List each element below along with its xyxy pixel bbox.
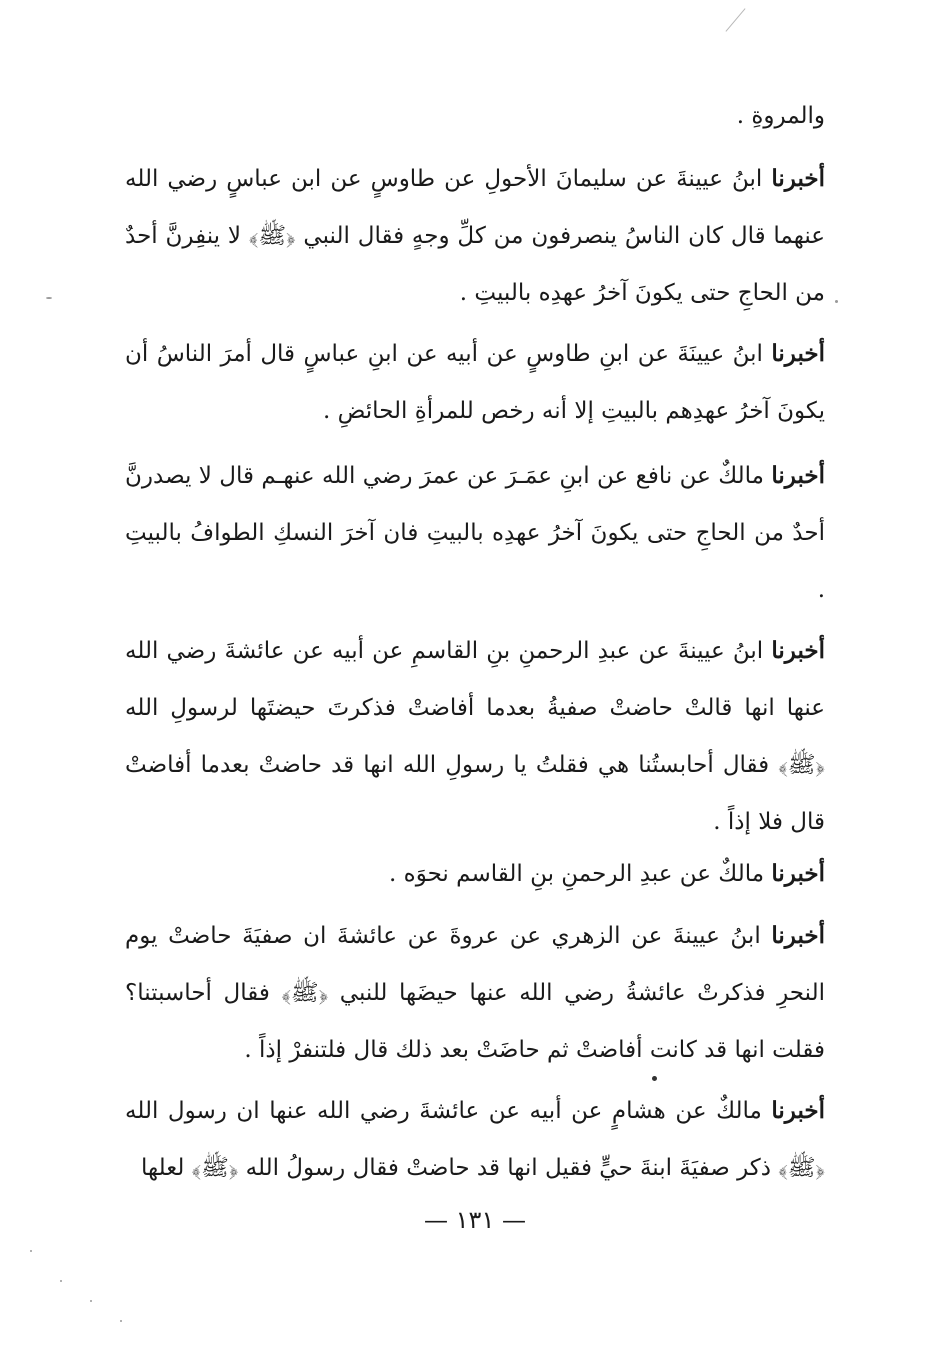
paragraph-text: ابنُ عيينةَ عن عبدِ الرحمنِ بنِ القاسمِ عن أبيه عن عائشةَ رضي الله عنها انها قالتْ حاضتْ صفيةُ بعدما أفاضتْ فذكرتَ حيضتَها لرسولِ الله ﴿ﷺ﴾ فقال أحابستُنا هي فقلتُ يا رسولِ الله انها قد حاضتْ بعدما أفاضتْ قال فلا إذاً . bbox=[125, 638, 825, 835]
scan-speck bbox=[60, 1280, 62, 1282]
scan-mark bbox=[725, 8, 745, 32]
hadith-paragraph bbox=[125, 1082, 825, 1197]
paragraph-lead: أخبرنا bbox=[771, 637, 825, 664]
paragraph-lead: أخبرنا bbox=[771, 922, 825, 949]
hadith-paragraph bbox=[125, 622, 825, 851]
paragraph-lead: أخبرنا bbox=[771, 340, 826, 367]
scan-speck bbox=[652, 1076, 657, 1081]
paragraph-text: مالكٌ عن عبدِ الرحمنِ بنِ القاسم نحوَه . bbox=[389, 861, 765, 887]
hadith-paragraph bbox=[125, 150, 825, 322]
hadith-paragraph bbox=[125, 907, 825, 1079]
paragraph-text: ابنُ عيينةَ عن سليمانَ الأحولِ عن طاوسٍ عن ابن عباسٍ رضي الله عنهما قال كان الناسُ ينصرفون من كلِّ وجهٍ فقال النبي ﴿ﷺ﴾ لا ينفِرنَّ أحدٌ من الحاجِ حتى يكونَ آخرُ عهدِه بالبيتِ . bbox=[125, 166, 825, 306]
paragraph-lead: أخبرنا bbox=[771, 165, 826, 192]
paragraph-text: ابنُ عيينةَ عن الزهري عن عروةَ عن عائشةَ ان صفيَةَ حاضتْ يوم النحرِ فذكرتْ عائشةُ رضي الله عنها حيضَها للنبي ﴿ﷺ﴾ فقال أحاسبتنا؟فقلت انها قد كانت أفاضتْ ثم حاضَتْ بعد ذلك قال فلتنفرْ إذاً . bbox=[125, 923, 825, 1063]
paragraph-lead: أخبرنا bbox=[771, 462, 826, 489]
scan-speck bbox=[30, 1250, 32, 1252]
scan-speck bbox=[835, 300, 838, 303]
scan-speck bbox=[90, 1300, 92, 1302]
opening-line bbox=[125, 88, 825, 145]
page-number: — ١٣١ — bbox=[424, 1206, 526, 1234]
scan-speck bbox=[46, 297, 52, 299]
paragraph-lead: أخبرنا bbox=[771, 860, 825, 887]
hadith-paragraph bbox=[125, 325, 825, 440]
paragraph-lead: أخبرنا bbox=[771, 1097, 826, 1124]
scan-speck bbox=[120, 1320, 122, 1322]
hadith-paragraph bbox=[125, 845, 825, 903]
paragraph-text: ابنُ عيينَةَ عن ابنِ طاوسٍ عن أبيه عن ابنِ عباسٍ قال أمرَ الناسُ أن يكونَ آخرُ عهدِهم بالبيتِ إلا أنه رخص للمرأةِ الحائضِ . bbox=[125, 341, 825, 424]
paragraph-text: مالكٌ عن نافع عن ابنِ عمَـرَ عن عمرَ رضي الله عنهـم قال لا يصدرنَّ أحدٌ من الحاجِ حتى يكونَ آخرُ عهدِه بالبيتِ فان آخرَ النسكِ الطوافُ بالبيتِ . bbox=[125, 463, 825, 603]
opening-line-text: والمروةِ . bbox=[736, 103, 825, 129]
paragraph-text: مالكٌ عن هشامٍ عن أبيه عن عائشةَ رضي الله عنها ان رسول الله ﴿ﷺ﴾ ذكر صفيَةَ ابنةَ حيٍّ فقيل انها قد حاضتْ فقال رسولُ الله ﴿ﷺ﴾ لعلها bbox=[125, 1098, 825, 1181]
hadith-paragraph bbox=[125, 447, 825, 619]
